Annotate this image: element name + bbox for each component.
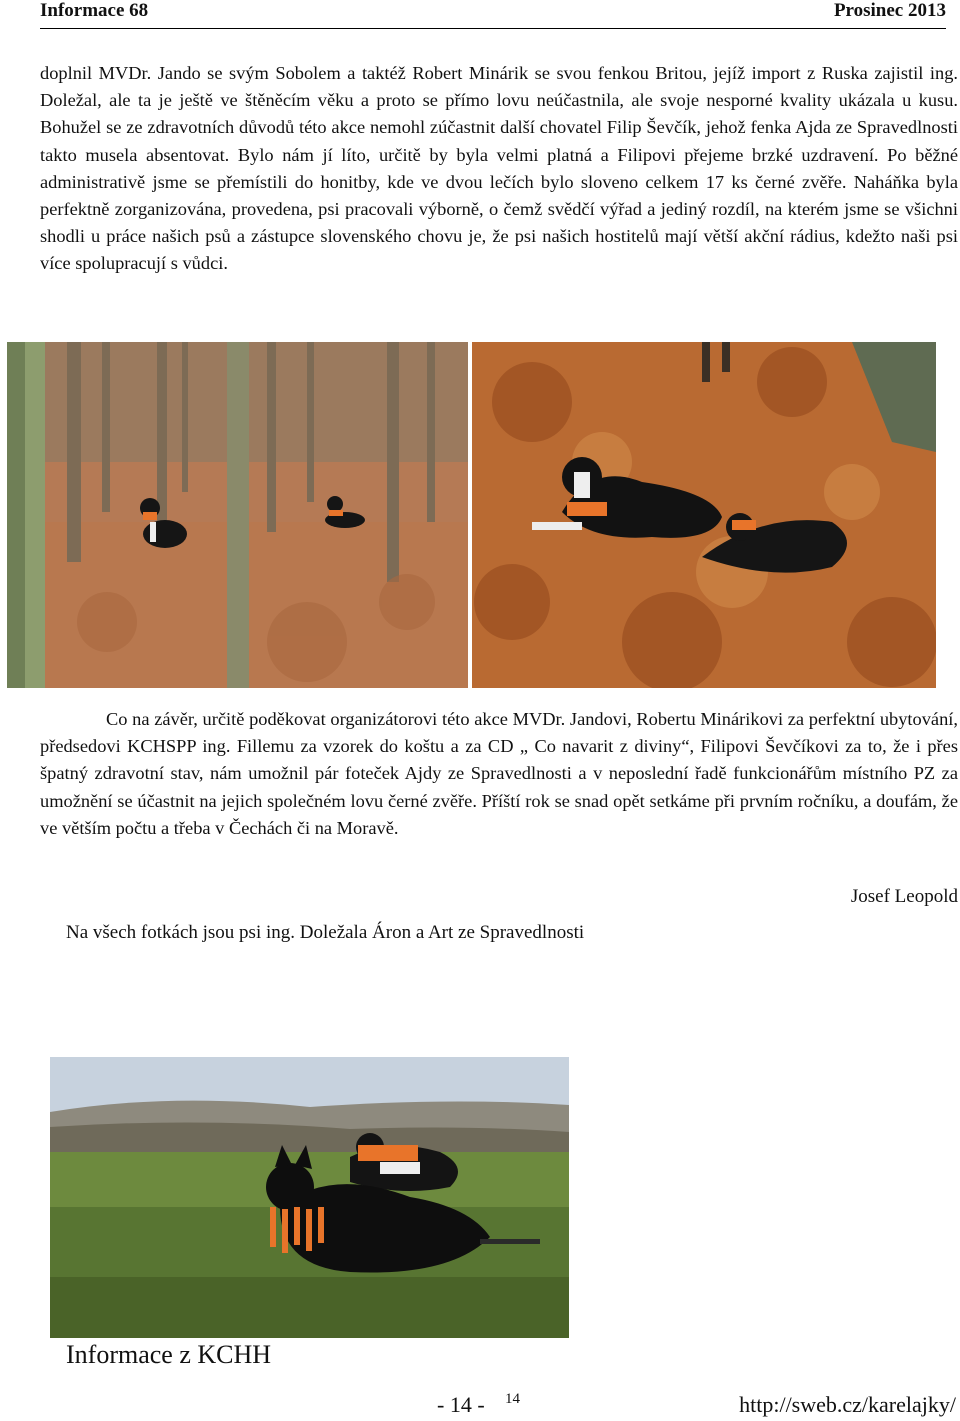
issue-title: Informace 68 — [40, 0, 149, 21]
article-paragraph-1: doplnil MVDr. Jando se svým Sobolem a taktéž Robert Minárik se svou fenkou Britou, jejíž import z Ruska zajistil ing. Doležal, ale ta je ještě ve štěněcím věku a proto se přímo lovu neúčastnila, ale svoje nesporné kvality ukázala u kusu. Bohužel se ze zdravotních důvodů této akce nemohl zúčastnit další chovatel Filip Ševčík, jehož fenka Ajda ze Spravedlnosti takto musela absentovat. Bylo nám jí líto, určitě by byla velmi platná a Filipovi přejeme brzké uzdravení. Po běžné administrativě jsme se přemístili do honitby, kde ve dvou lečích bylo sloveno celkem 17 ks černé zvěře. Naháňka byla perfektně zorganizována, provedena, psi pracovali výborně, o čemž svědčí výřad a jediný rozdíl, na kterém jsme se všichni shodli u práce našich psů a zástupce slovenského chovu je, že psi našich hostitelů mají větší akční rádius, kdežto naši psi více spolupracují s vůdci. — [40, 63, 958, 274]
photo-dogs-lying-on-leaves — [472, 342, 936, 688]
author-signature: Josef Leopold — [850, 886, 958, 907]
photo-dogs-in-forest — [7, 342, 468, 688]
page-header — [40, 0, 946, 29]
page-marker: 14 — [505, 1391, 520, 1407]
article-paragraph-2: Co na závěr, určitě poděkovat organizátorovi této akce MVDr. Jandovi, Robertu Minárikovi za perfektní ubytování, předsedovi KCHSPP ing. Fillemu za vzorek do koštu a za CD „ Co navarit z diviny“, Filipovi Ševčíkovi za to, že i přes špatný zdravotní stav, nám umožnil pár foteček Ajdy ze Spravedlnosti a v neposlední řadě funkcionářům místního PZ za umožnění se účastnit na jejich společném lovu černé zvěře. Příští rok se snad opět setkáme při prvním ročníku, a doufám, že ve větším počtu a třeba v Čechách či na Moravě. — [40, 709, 958, 838]
section-heading: Informace z KCHH — [66, 1340, 272, 1369]
photo-dogs-in-meadow — [50, 1057, 569, 1338]
page-number: - 14 - — [437, 1392, 485, 1417]
issue-date: Prosinec 2013 — [833, 0, 946, 21]
photo-caption: Na všech fotkách jsou psi ing. Doležala Áron a Art ze Spravedlnosti — [66, 922, 585, 943]
footer-url: http://sweb.cz/karelajky/ — [739, 1392, 956, 1417]
